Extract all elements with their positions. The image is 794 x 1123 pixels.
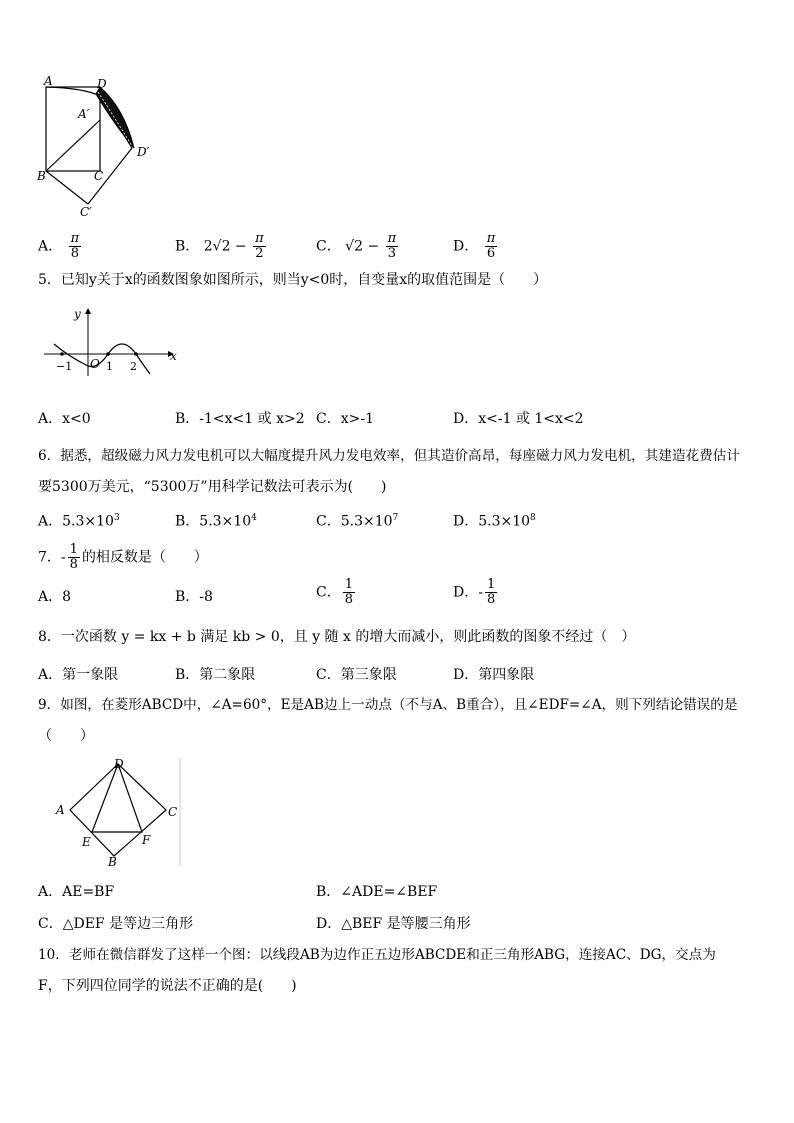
q4-option-d: D． $\frac{\pi}{6}$ <box>453 231 496 261</box>
q5-option-b: B．-1<x<1 或 x>2 <box>175 411 305 427</box>
q9-option-d: D．△BEF 是等腰三角形 <box>316 916 471 932</box>
graph-tick-1: 1 <box>106 360 113 373</box>
fig4-label-C: C <box>94 169 104 183</box>
graph-label-x: x <box>170 349 177 363</box>
fig4-label-C-prime: C′ <box>80 205 92 218</box>
fig9-label-B: B <box>108 855 117 868</box>
fig4-label-A-prime: A′ <box>78 107 90 121</box>
q7-stem: 7．- $\frac{1}{8}$ 的相反数是（ ） <box>38 542 208 572</box>
graph-tick-neg1: −1 <box>56 360 73 373</box>
q7-option-b: B．-8 <box>175 589 213 605</box>
q5-option-c: C．x>-1 <box>316 411 374 427</box>
fig4-label-D-prime: D′ <box>137 145 150 159</box>
graph-origin: O <box>90 357 100 371</box>
q8-option-c: C．第三象限 <box>316 667 397 683</box>
q9-stem-line1: 9．如图，在菱形ABCD中，∠A=60°，E是AB边上一动点（不与A、B重合），且∠EDF=∠A，则下列结论错误的是 <box>38 697 738 713</box>
q8-option-a: A．第一象限 <box>38 667 119 683</box>
q10-stem-line2: F，下列四位同学的说法不正确的是( ) <box>38 978 297 994</box>
fig4-label-A: A <box>44 76 53 88</box>
q6-stem-line2: 要5300万美元，“5300万”用科学记数法可表示为( ) <box>38 479 387 495</box>
q9-rhombus-figure <box>52 756 182 868</box>
q6-option-b: B．$5.3\times 10^4$ <box>175 513 257 530</box>
q6-option-d: D．$5.3\times 10^8$ <box>453 513 536 530</box>
q4-option-b: B． 2√2 − $\frac{\pi}{2}$ <box>175 231 264 261</box>
fig9-label-A: A <box>56 803 65 817</box>
graph-tick-2: 2 <box>130 360 137 373</box>
q8-option-d: D．第四象限 <box>453 667 535 683</box>
fig9-label-E: E <box>82 835 91 849</box>
fig9-label-D: D <box>114 757 124 771</box>
q4-option-c: C． √2 − $\frac{\pi}{3}$ <box>316 231 397 261</box>
q6-option-c: C．$5.3\times 10^7$ <box>316 513 399 530</box>
q7-option-d: D．- $\frac{1}{8}$ <box>453 577 496 607</box>
q9-option-b: B．∠ADE=∠BEF <box>316 884 438 900</box>
q5-option-d: D．x<-1 或 1<x<2 <box>453 411 584 427</box>
q6-option-a: A．$5.3\times 10^3$ <box>38 513 120 530</box>
q4-figure <box>34 76 159 218</box>
q5-stem: 5．已知y关于x的函数图象如图所示，则当y<0时，自变量x的取值范围是（ ） <box>38 272 548 288</box>
q8-option-b: B．第二象限 <box>175 667 256 683</box>
q5-option-a: A．x<0 <box>38 411 91 427</box>
q8-stem: 8．一次函数 y = kx + b 满足 kb > 0，且 y 随 x 的增大而减小，则此函数的图象不经过（ ） <box>38 629 636 645</box>
fig4-label-D: D <box>97 77 107 91</box>
graph-label-y: y <box>74 307 81 321</box>
q7-option-a: A．8 <box>38 589 72 605</box>
fig9-label-F: F <box>142 833 151 847</box>
fig4-label-B: B <box>37 169 46 183</box>
q5-graph <box>40 306 180 378</box>
q4-option-a: A． $\frac{\pi}{8}$ <box>38 231 80 261</box>
fig9-label-C: C <box>168 805 178 819</box>
q10-stem-line1: 10．老师在微信群发了这样一个图：以线段AB为边作正五边形ABCDE和正三角形ABG，连接AC、DG，交点为 <box>38 947 716 963</box>
q6-stem-line1: 6．据悉，超级磁力风力发电机可以大幅度提升风力发电效率，但其造价高昂，每座磁力风力发电机，其建造花费估计 <box>38 448 740 464</box>
q9-stem-line2: （ ） <box>38 728 94 744</box>
q9-option-c: C．△DEF 是等边三角形 <box>38 916 194 932</box>
q7-option-c: C． $\frac{1}{8}$ <box>316 577 353 607</box>
q9-option-a: A．AE=BF <box>38 884 115 900</box>
